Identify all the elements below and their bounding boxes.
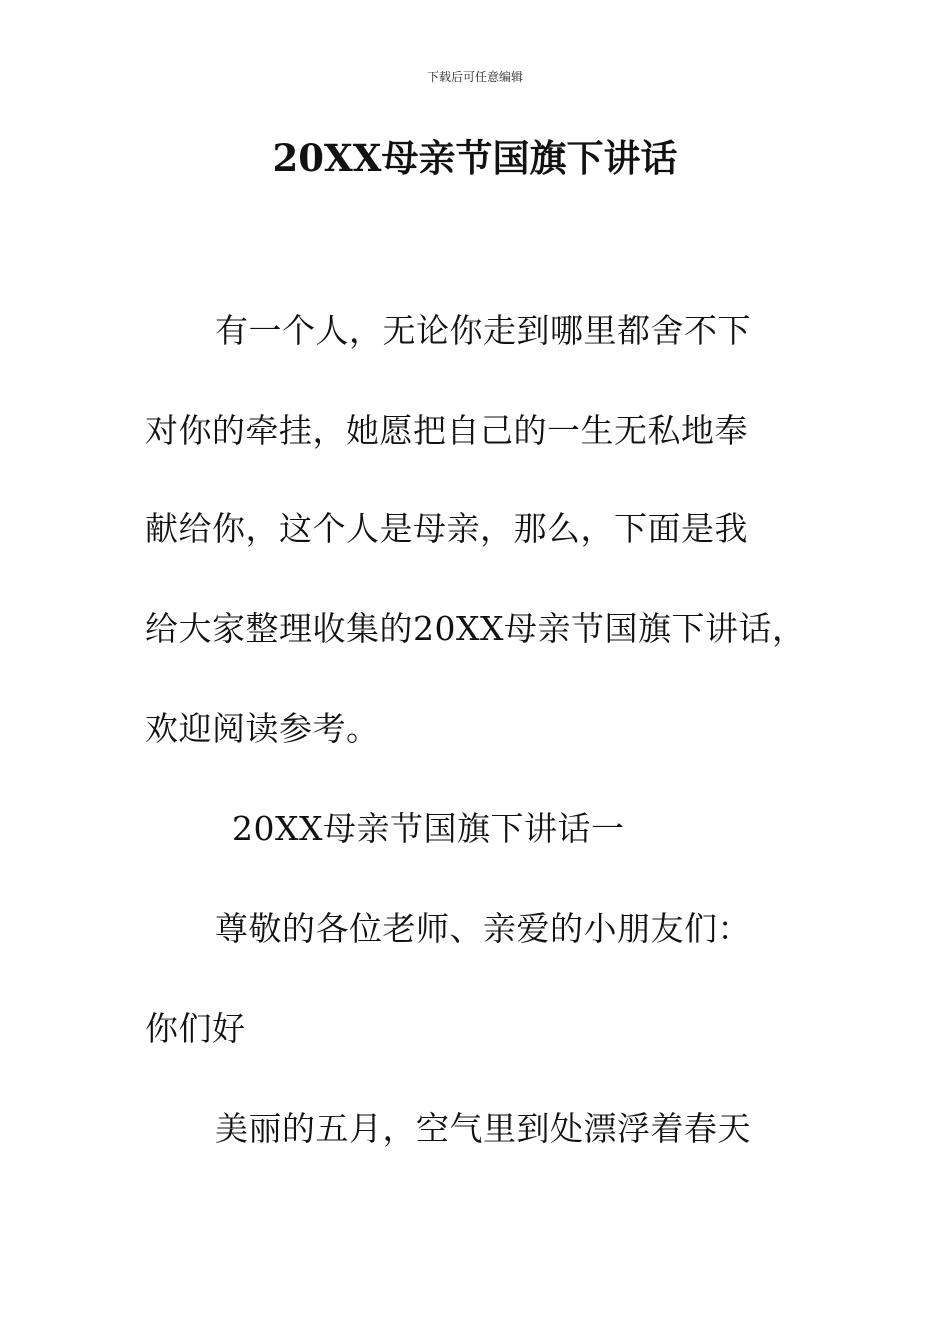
section-heading: 20XX母亲节国旗下讲话一 (232, 809, 625, 848)
document-title: 20XX母亲节国旗下讲话 (272, 136, 678, 180)
greeting-line: 你们好 (145, 1009, 246, 1048)
intro-line-2: 对你的牵挂，她愿把自己的一生无私地奉 (145, 411, 748, 450)
intro-line-5: 欢迎阅读参考。 (145, 709, 380, 748)
body-paragraph-start: 美丽的五月，空气里到处漂浮着春天 (215, 1109, 751, 1148)
salutation-line: 尊敬的各位老师、亲爱的小朋友们： (215, 909, 751, 948)
intro-line-3: 献给你，这个人是母亲，那么，下面是我 (145, 509, 748, 548)
header-note: 下载后可任意编辑 (426, 70, 523, 84)
intro-line-1: 有一个人，无论你走到哪里都舍不下 (215, 311, 751, 350)
intro-line-4: 给大家整理收集的20XX母亲节国旗下讲话， (145, 609, 806, 648)
